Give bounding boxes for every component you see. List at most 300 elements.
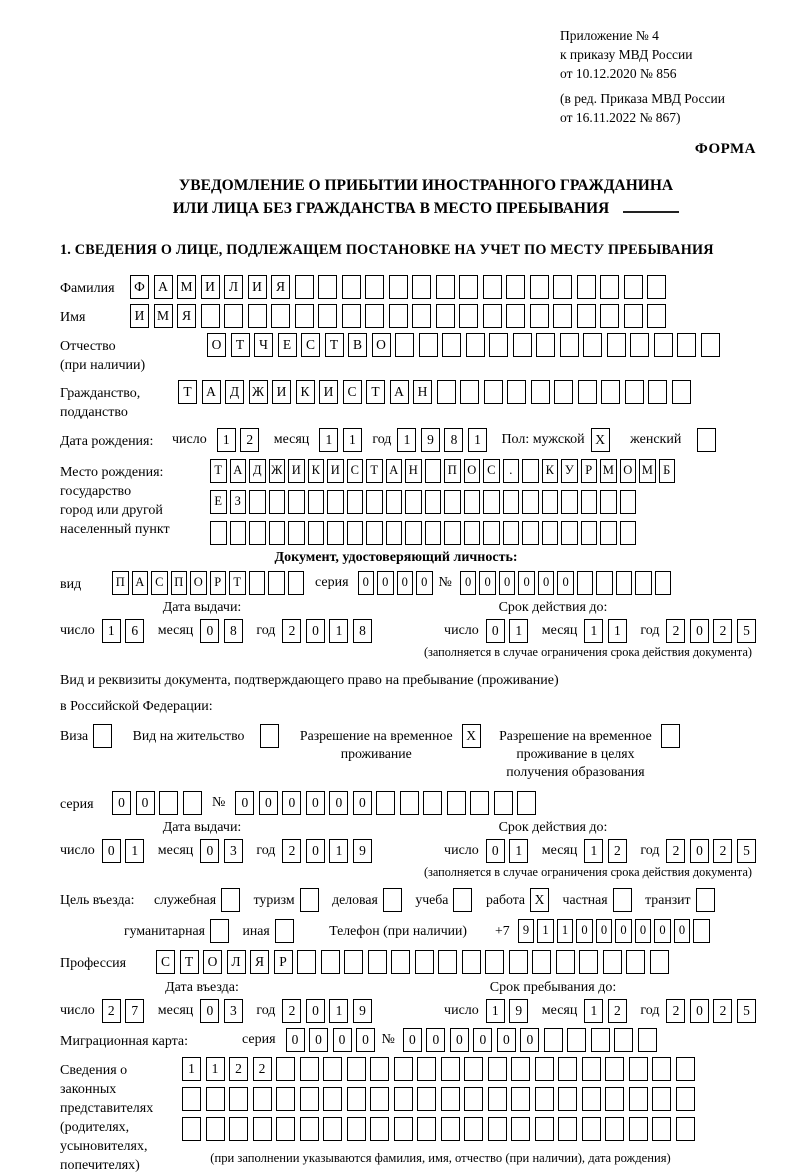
temp-residence-checkbox[interactable]: X (462, 724, 481, 748)
char-box[interactable]: 0 (690, 839, 709, 863)
char-box[interactable] (444, 490, 461, 514)
char-box[interactable] (485, 950, 504, 974)
purpose-other-checkbox[interactable] (275, 919, 294, 943)
char-box[interactable]: 2 (282, 839, 301, 863)
char-box[interactable]: 6 (125, 619, 144, 643)
char-box[interactable]: П (444, 459, 461, 483)
char-box[interactable] (553, 275, 572, 299)
male-checkbox[interactable]: X (591, 428, 610, 452)
char-box[interactable]: 0 (426, 1028, 445, 1052)
char-box[interactable]: 1 (329, 619, 348, 643)
char-box[interactable] (488, 1057, 507, 1081)
char-box[interactable] (321, 950, 340, 974)
char-box[interactable]: 5 (737, 999, 756, 1023)
char-box[interactable]: 9 (353, 839, 372, 863)
char-box[interactable]: 1 (584, 999, 603, 1023)
char-box[interactable] (672, 380, 691, 404)
char-box[interactable]: С (301, 333, 320, 357)
char-box[interactable] (412, 275, 431, 299)
char-box[interactable] (295, 304, 314, 328)
char-box[interactable] (607, 333, 626, 357)
char-box[interactable] (560, 333, 579, 357)
char-box[interactable] (620, 490, 637, 514)
char-box[interactable]: О (207, 333, 226, 357)
char-box[interactable] (647, 304, 666, 328)
char-box[interactable] (655, 571, 672, 595)
char-box[interactable] (600, 304, 619, 328)
char-box[interactable]: 2 (102, 999, 121, 1023)
char-box[interactable] (488, 1087, 507, 1111)
char-box[interactable]: Р (581, 459, 598, 483)
char-box[interactable] (558, 1117, 577, 1141)
char-box[interactable]: В (348, 333, 367, 357)
char-box[interactable] (386, 490, 403, 514)
char-box[interactable] (517, 791, 536, 815)
char-box[interactable] (395, 333, 414, 357)
char-box[interactable] (522, 521, 539, 545)
char-box[interactable] (483, 521, 500, 545)
char-box[interactable]: Т (366, 380, 385, 404)
char-box[interactable] (591, 1028, 610, 1052)
char-box[interactable] (579, 950, 598, 974)
char-box[interactable]: 9 (353, 999, 372, 1023)
char-box[interactable]: 2 (282, 619, 301, 643)
char-box[interactable] (389, 275, 408, 299)
char-box[interactable] (561, 521, 578, 545)
char-box[interactable] (506, 275, 525, 299)
char-box[interactable] (323, 1087, 342, 1111)
char-box[interactable]: Н (413, 380, 432, 404)
female-checkbox[interactable] (697, 428, 716, 452)
char-box[interactable] (288, 571, 305, 595)
char-box[interactable] (620, 521, 637, 545)
char-box[interactable] (347, 1057, 366, 1081)
char-box[interactable]: Ч (254, 333, 273, 357)
char-box[interactable]: М (639, 459, 656, 483)
char-box[interactable] (536, 333, 555, 357)
char-box[interactable]: Ж (269, 459, 286, 483)
char-box[interactable] (318, 304, 337, 328)
char-box[interactable] (342, 275, 361, 299)
char-box[interactable] (295, 275, 314, 299)
char-box[interactable] (635, 571, 652, 595)
char-box[interactable] (249, 571, 266, 595)
char-box[interactable] (530, 304, 549, 328)
char-box[interactable]: 2 (666, 999, 685, 1023)
char-box[interactable] (532, 950, 551, 974)
char-box[interactable]: 0 (674, 919, 691, 943)
char-box[interactable]: 0 (473, 1028, 492, 1052)
char-box[interactable]: 8 (353, 619, 372, 643)
char-box[interactable]: 1 (397, 428, 416, 452)
char-box[interactable] (391, 950, 410, 974)
char-box[interactable]: 5 (737, 619, 756, 643)
char-box[interactable] (596, 571, 613, 595)
char-box[interactable]: 0 (557, 571, 574, 595)
char-box[interactable]: 2 (229, 1057, 248, 1081)
char-box[interactable]: 1 (125, 839, 144, 863)
purpose-work-checkbox[interactable]: X (530, 888, 549, 912)
char-box[interactable]: З (230, 490, 247, 514)
char-box[interactable]: И (130, 304, 149, 328)
char-box[interactable] (530, 275, 549, 299)
char-box[interactable]: 0 (690, 999, 709, 1023)
char-box[interactable]: С (343, 380, 362, 404)
char-box[interactable] (376, 791, 395, 815)
char-box[interactable] (577, 275, 596, 299)
char-box[interactable]: 0 (403, 1028, 422, 1052)
char-box[interactable] (605, 1117, 624, 1141)
char-box[interactable]: 1 (217, 428, 236, 452)
char-box[interactable]: 0 (112, 791, 131, 815)
char-box[interactable]: Т (231, 333, 250, 357)
char-box[interactable] (513, 333, 532, 357)
char-box[interactable]: А (230, 459, 247, 483)
char-box[interactable] (483, 490, 500, 514)
char-box[interactable] (462, 950, 481, 974)
char-box[interactable]: 1 (584, 839, 603, 863)
char-box[interactable] (466, 333, 485, 357)
char-box[interactable]: П (112, 571, 129, 595)
char-box[interactable]: Т (210, 459, 227, 483)
char-box[interactable] (614, 1028, 633, 1052)
char-box[interactable]: И (201, 275, 220, 299)
char-box[interactable] (616, 571, 633, 595)
char-box[interactable] (412, 304, 431, 328)
char-box[interactable]: 1 (584, 619, 603, 643)
char-box[interactable]: А (154, 275, 173, 299)
char-box[interactable]: С (151, 571, 168, 595)
char-box[interactable] (647, 275, 666, 299)
residence-permit-checkbox[interactable] (260, 724, 279, 748)
char-box[interactable]: М (177, 275, 196, 299)
char-box[interactable]: 2 (608, 839, 627, 863)
char-box[interactable] (554, 380, 573, 404)
char-box[interactable] (288, 521, 305, 545)
char-box[interactable] (159, 791, 178, 815)
char-box[interactable]: 1 (509, 619, 528, 643)
char-box[interactable]: Т (178, 380, 197, 404)
char-box[interactable] (400, 791, 419, 815)
char-box[interactable] (300, 1057, 319, 1081)
purpose-business-checkbox[interactable] (383, 888, 402, 912)
char-box[interactable] (368, 950, 387, 974)
char-box[interactable] (652, 1057, 671, 1081)
char-box[interactable] (323, 1057, 342, 1081)
char-box[interactable]: 1 (486, 999, 505, 1023)
visa-checkbox[interactable] (93, 724, 112, 748)
char-box[interactable]: 0 (306, 999, 325, 1023)
char-box[interactable] (676, 1087, 695, 1111)
char-box[interactable]: 0 (520, 1028, 539, 1052)
char-box[interactable] (300, 1117, 319, 1141)
char-box[interactable]: Д (225, 380, 244, 404)
char-box[interactable]: 0 (136, 791, 155, 815)
char-box[interactable]: 0 (309, 1028, 328, 1052)
char-box[interactable]: М (600, 459, 617, 483)
char-box[interactable] (626, 950, 645, 974)
char-box[interactable] (567, 1028, 586, 1052)
char-box[interactable] (444, 521, 461, 545)
char-box[interactable] (561, 490, 578, 514)
char-box[interactable] (441, 1087, 460, 1111)
char-box[interactable] (276, 1117, 295, 1141)
char-box[interactable]: 0 (358, 571, 375, 595)
char-box[interactable] (464, 521, 481, 545)
char-box[interactable] (386, 521, 403, 545)
char-box[interactable]: 9 (509, 999, 528, 1023)
char-box[interactable] (582, 1087, 601, 1111)
char-box[interactable] (210, 521, 227, 545)
char-box[interactable] (318, 275, 337, 299)
char-box[interactable] (389, 304, 408, 328)
char-box[interactable]: 8 (444, 428, 463, 452)
char-box[interactable] (511, 1087, 530, 1111)
char-box[interactable]: 0 (690, 619, 709, 643)
char-box[interactable] (347, 490, 364, 514)
char-box[interactable] (425, 459, 442, 483)
char-box[interactable] (347, 1117, 366, 1141)
char-box[interactable] (249, 521, 266, 545)
char-box[interactable]: 0 (654, 919, 671, 943)
char-box[interactable]: 0 (333, 1028, 352, 1052)
char-box[interactable] (509, 950, 528, 974)
char-box[interactable]: 2 (713, 839, 732, 863)
char-box[interactable] (535, 1117, 554, 1141)
char-box[interactable] (654, 333, 673, 357)
char-box[interactable]: О (203, 950, 222, 974)
char-box[interactable] (625, 380, 644, 404)
char-box[interactable] (417, 1057, 436, 1081)
char-box[interactable]: 0 (306, 619, 325, 643)
char-box[interactable]: 0 (102, 839, 121, 863)
char-box[interactable]: О (464, 459, 481, 483)
char-box[interactable] (417, 1117, 436, 1141)
char-box[interactable] (269, 490, 286, 514)
char-box[interactable]: Е (210, 490, 227, 514)
char-box[interactable]: Р (274, 950, 293, 974)
char-box[interactable]: 0 (479, 571, 496, 595)
char-box[interactable]: 0 (416, 571, 433, 595)
char-box[interactable] (600, 521, 617, 545)
char-box[interactable]: 0 (259, 791, 278, 815)
char-box[interactable] (271, 304, 290, 328)
char-box[interactable] (652, 1087, 671, 1111)
char-box[interactable] (522, 459, 539, 483)
purpose-study-checkbox[interactable] (453, 888, 472, 912)
char-box[interactable] (182, 1087, 201, 1111)
char-box[interactable]: 0 (329, 791, 348, 815)
char-box[interactable]: С (347, 459, 364, 483)
char-box[interactable] (308, 490, 325, 514)
char-box[interactable] (425, 490, 442, 514)
char-box[interactable] (460, 380, 479, 404)
char-box[interactable] (556, 950, 575, 974)
char-box[interactable]: Я (177, 304, 196, 328)
char-box[interactable]: 1 (557, 919, 574, 943)
char-box[interactable] (447, 791, 466, 815)
char-box[interactable] (503, 521, 520, 545)
char-box[interactable]: Л (224, 275, 243, 299)
char-box[interactable]: 0 (596, 919, 613, 943)
char-box[interactable]: 5 (737, 839, 756, 863)
char-box[interactable]: И (327, 459, 344, 483)
char-box[interactable] (425, 521, 442, 545)
char-box[interactable] (483, 304, 502, 328)
char-box[interactable]: Т (180, 950, 199, 974)
char-box[interactable] (464, 1057, 483, 1081)
char-box[interactable]: О (620, 459, 637, 483)
char-box[interactable] (183, 791, 202, 815)
char-box[interactable] (535, 1087, 554, 1111)
char-box[interactable] (229, 1087, 248, 1111)
char-box[interactable] (253, 1087, 272, 1111)
char-box[interactable] (276, 1087, 295, 1111)
char-box[interactable]: 0 (356, 1028, 375, 1052)
char-box[interactable]: И (288, 459, 305, 483)
char-box[interactable]: А (386, 459, 403, 483)
char-box[interactable]: 0 (306, 791, 325, 815)
char-box[interactable] (629, 1087, 648, 1111)
char-box[interactable] (370, 1117, 389, 1141)
char-box[interactable] (650, 950, 669, 974)
char-box[interactable] (436, 275, 455, 299)
char-box[interactable]: 0 (286, 1028, 305, 1052)
char-box[interactable] (582, 1057, 601, 1081)
char-box[interactable] (405, 490, 422, 514)
char-box[interactable]: 2 (713, 999, 732, 1023)
char-box[interactable] (308, 521, 325, 545)
purpose-humanitarian-checkbox[interactable] (210, 919, 229, 943)
char-box[interactable]: Я (250, 950, 269, 974)
char-box[interactable] (442, 333, 461, 357)
char-box[interactable]: К (542, 459, 559, 483)
char-box[interactable] (347, 521, 364, 545)
char-box[interactable]: 0 (576, 919, 593, 943)
char-box[interactable] (342, 304, 361, 328)
char-box[interactable]: 0 (518, 571, 535, 595)
char-box[interactable] (600, 490, 617, 514)
char-box[interactable]: 9 (421, 428, 440, 452)
char-box[interactable] (229, 1117, 248, 1141)
char-box[interactable]: 0 (499, 571, 516, 595)
char-box[interactable] (441, 1057, 460, 1081)
char-box[interactable]: 8 (224, 619, 243, 643)
char-box[interactable]: Н (405, 459, 422, 483)
char-box[interactable] (201, 304, 220, 328)
char-box[interactable]: 3 (224, 839, 243, 863)
char-box[interactable] (577, 571, 594, 595)
char-box[interactable] (438, 950, 457, 974)
char-box[interactable]: 2 (282, 999, 301, 1023)
char-box[interactable]: 0 (538, 571, 555, 595)
char-box[interactable] (436, 304, 455, 328)
purpose-transit-checkbox[interactable] (696, 888, 715, 912)
char-box[interactable] (248, 304, 267, 328)
char-box[interactable]: И (272, 380, 291, 404)
char-box[interactable]: 2 (666, 619, 685, 643)
char-box[interactable]: 3 (224, 999, 243, 1023)
char-box[interactable] (464, 1087, 483, 1111)
char-box[interactable]: Л (227, 950, 246, 974)
char-box[interactable] (581, 490, 598, 514)
char-box[interactable]: А (132, 571, 149, 595)
char-box[interactable]: С (483, 459, 500, 483)
char-box[interactable] (365, 275, 384, 299)
char-box[interactable] (603, 950, 622, 974)
char-box[interactable] (507, 380, 526, 404)
char-box[interactable] (182, 1117, 201, 1141)
char-box[interactable] (577, 304, 596, 328)
char-box[interactable]: М (154, 304, 173, 328)
char-box[interactable] (624, 275, 643, 299)
char-box[interactable] (484, 380, 503, 404)
char-box[interactable] (366, 490, 383, 514)
char-box[interactable]: А (202, 380, 221, 404)
char-box[interactable] (405, 521, 422, 545)
char-box[interactable] (437, 380, 456, 404)
char-box[interactable] (470, 791, 489, 815)
char-box[interactable] (676, 1117, 695, 1141)
char-box[interactable]: 0 (306, 839, 325, 863)
char-box[interactable] (544, 1028, 563, 1052)
char-box[interactable]: . (503, 459, 520, 483)
char-box[interactable]: Д (249, 459, 266, 483)
char-box[interactable] (605, 1057, 624, 1081)
char-box[interactable] (542, 521, 559, 545)
char-box[interactable]: Р (210, 571, 227, 595)
char-box[interactable] (415, 950, 434, 974)
char-box[interactable]: 1 (608, 619, 627, 643)
char-box[interactable] (370, 1057, 389, 1081)
char-box[interactable]: Ф (130, 275, 149, 299)
char-box[interactable] (535, 1057, 554, 1081)
char-box[interactable]: 0 (497, 1028, 516, 1052)
char-box[interactable] (366, 521, 383, 545)
char-box[interactable]: 2 (713, 619, 732, 643)
char-box[interactable]: 0 (450, 1028, 469, 1052)
char-box[interactable] (558, 1087, 577, 1111)
char-box[interactable]: 2 (608, 999, 627, 1023)
char-box[interactable]: 1 (319, 428, 338, 452)
char-box[interactable]: 2 (253, 1057, 272, 1081)
char-box[interactable] (677, 333, 696, 357)
char-box[interactable]: 0 (377, 571, 394, 595)
char-box[interactable] (605, 1087, 624, 1111)
char-box[interactable]: 0 (353, 791, 372, 815)
char-box[interactable]: И (248, 275, 267, 299)
char-box[interactable]: 1 (206, 1057, 225, 1081)
char-box[interactable] (638, 1028, 657, 1052)
char-box[interactable] (522, 490, 539, 514)
char-box[interactable]: 1 (329, 839, 348, 863)
char-box[interactable]: 0 (460, 571, 477, 595)
char-box[interactable] (693, 919, 710, 943)
char-box[interactable]: О (372, 333, 391, 357)
char-box[interactable] (327, 490, 344, 514)
char-box[interactable] (489, 333, 508, 357)
char-box[interactable]: 1 (182, 1057, 201, 1081)
char-box[interactable]: Ж (249, 380, 268, 404)
char-box[interactable] (676, 1057, 695, 1081)
char-box[interactable] (630, 333, 649, 357)
char-box[interactable]: Е (278, 333, 297, 357)
char-box[interactable]: 0 (635, 919, 652, 943)
char-box[interactable]: 1 (537, 919, 554, 943)
purpose-tourism-checkbox[interactable] (300, 888, 319, 912)
char-box[interactable]: 0 (200, 839, 219, 863)
char-box[interactable]: И (319, 380, 338, 404)
